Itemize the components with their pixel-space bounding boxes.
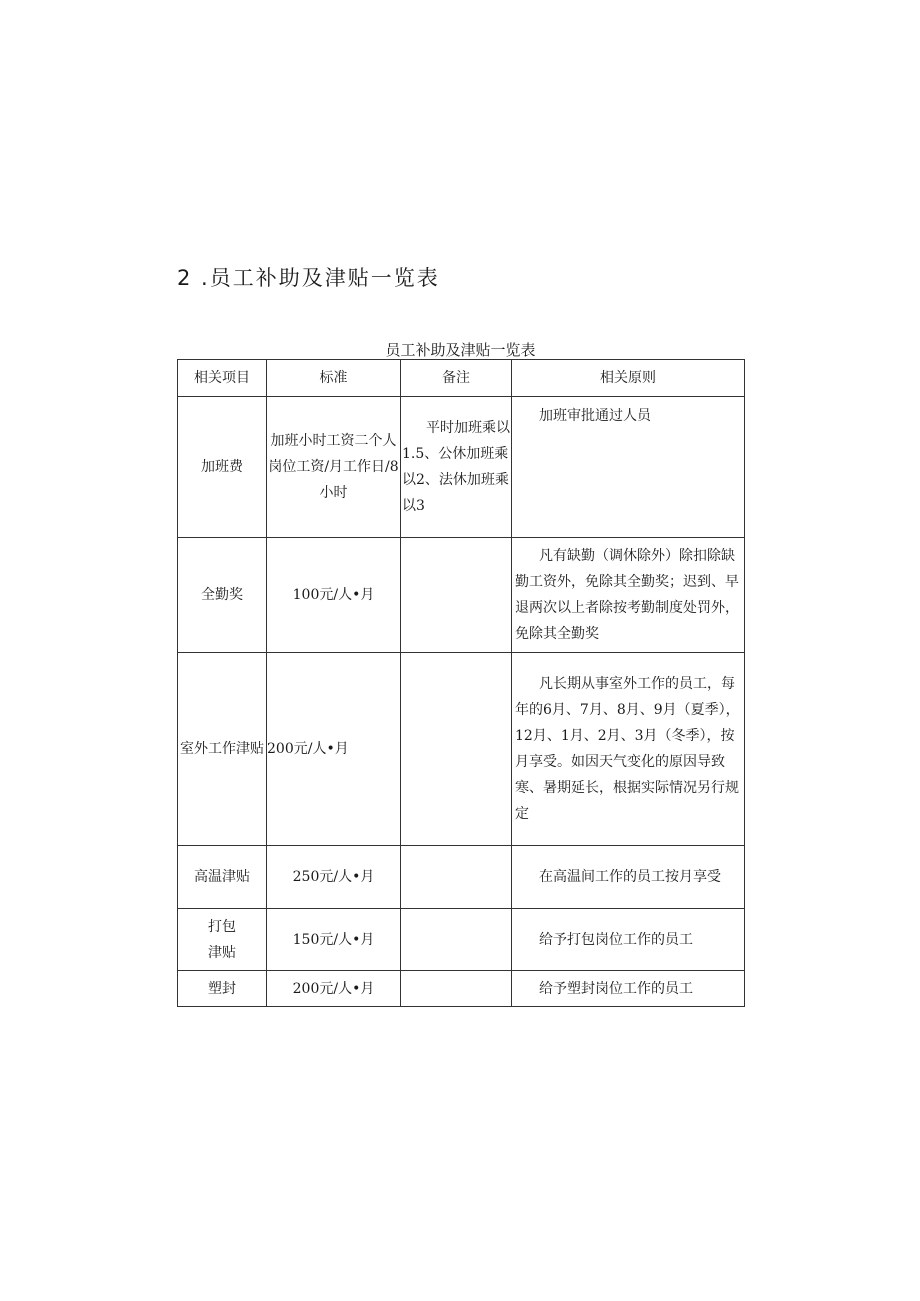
cell-item: 打包津贴 <box>178 909 267 971</box>
cell-rule: 凡长期从事室外工作的员工，每年的6月、7月、8月、9月（夏季），12月、1月、2月、3月（冬季），按月享受。如因天气变化的原因导致寒、暑期延长，根据实际情况另行规定 <box>512 653 745 846</box>
column-header-standard: 标准 <box>267 360 401 397</box>
cell-standard: 250元/人•月 <box>267 846 401 909</box>
cell-rule: 给予塑封岗位工作的员工 <box>512 971 745 1007</box>
cell-rule: 凡有缺勤（调休除外）除扣除缺勤工资外，免除其全勤奖；迟到、早退两次以上者除按考勤制度处罚外，免除其全勤奖 <box>512 538 745 653</box>
cell-note <box>401 653 512 846</box>
column-header-rule: 相关原则 <box>512 360 745 397</box>
cell-item: 加班费 <box>178 397 267 538</box>
cell-item: 全勤奖 <box>178 538 267 653</box>
cell-note-text: 平时加班乘以1.5、公休加班乘以2、法休加班乘以3 <box>402 420 510 514</box>
cell-note <box>401 909 512 971</box>
cell-rule: 加班审批通过人员 <box>512 397 745 538</box>
table-header-row <box>178 360 745 397</box>
cell-item: 塑封 <box>178 971 267 1007</box>
cell-item: 高温津贴 <box>178 846 267 909</box>
table-caption: 员工补助及津贴一览表 <box>385 341 536 359</box>
cell-note <box>401 846 512 909</box>
section-heading: 2 .员工补助及津贴一览表 <box>177 266 440 290</box>
cell-rule: 给予打包岗位工作的员工 <box>512 909 745 971</box>
table-row <box>178 397 745 538</box>
table-row <box>178 909 745 971</box>
cell-standard: 加班小时工资二个人岗位工资/月工作日/8小时 <box>267 397 401 538</box>
table-row <box>178 538 745 653</box>
cell-note <box>401 538 512 653</box>
table-row <box>178 653 745 846</box>
column-header-note: 备注 <box>401 360 512 397</box>
cell-note <box>401 397 512 538</box>
cell-standard: 200元/人•月 <box>267 653 401 846</box>
allowance-table <box>177 359 745 1007</box>
cell-standard: 200元/人•月 <box>267 971 401 1007</box>
cell-rule: 在高温间工作的员工按月享受 <box>512 846 745 909</box>
cell-standard: 100元/人•月 <box>267 538 401 653</box>
table-row <box>178 971 745 1007</box>
cell-standard: 150元/人•月 <box>267 909 401 971</box>
column-header-item: 相关项目 <box>178 360 267 397</box>
table-row <box>178 846 745 909</box>
cell-note <box>401 971 512 1007</box>
cell-item: 室外工作津贴 <box>178 653 267 846</box>
